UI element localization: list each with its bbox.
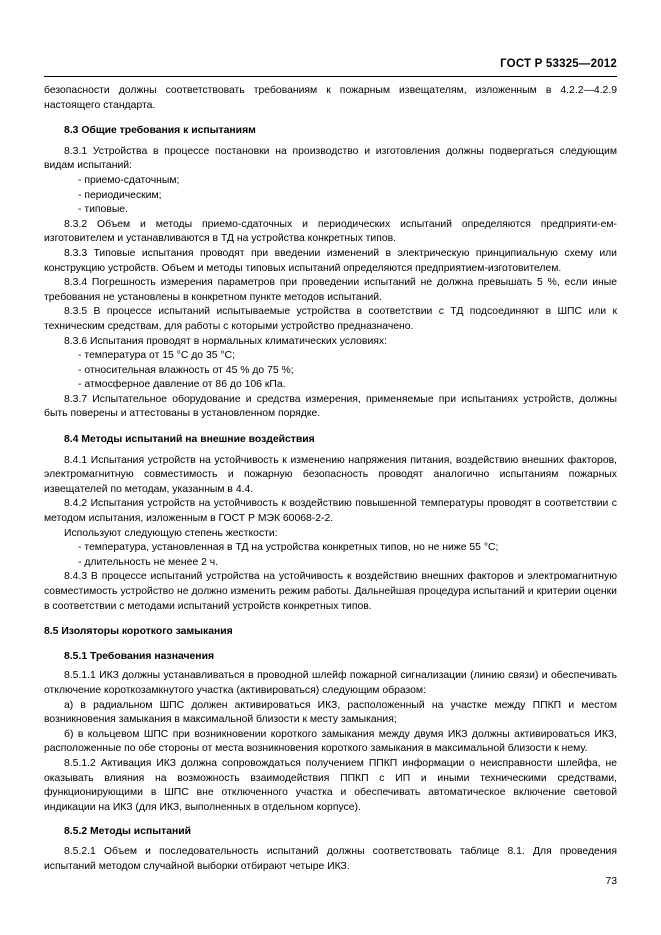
list-item: - атмосферное давление от 86 до 106 кПа. [78, 379, 286, 391]
list-item: - типовые. [78, 204, 128, 216]
paragraph: 8.4.1 Испытания устройств на устойчивость к изменению напряжения питания, воздействию внешних факторов, электромагнитную совместимость и пожарную безопасность проводят аналогично испытаниям пожарных извещателей по методам, указанным в 4.4. [44, 454, 617, 495]
paragraph: 8.5.2.1 Объем и последовательность испытаний должны соответствовать таблице 8.1. Для проведения испытаний методом случайной выборки отбирают четыре ИКЗ. [44, 845, 617, 872]
paragraph: 8.5.1.2 Активация ИКЗ должна сопровождаться получением ППКП информации о неисправности шлейфа, не оказывать влияния на возможность взаимодействия ППКП с ИП и иными техническими средствами, функционирующими в ШПС вне отключенного участка и обеспечивать автоматическое включение световой индикации на ИКЗ (для ИКЗ, выполненных в отдельном корпусе). [44, 757, 617, 813]
list-item: - температура, установленная в ТД на устройства конкретных типов, но не ниже 55 °С; [78, 542, 499, 554]
paragraph: б) в кольцевом ШПС при возникновении короткого замыкания между двумя ИКЗ должны активироваться ИКЗ, расположенные по обе стороны от места возникновения короткого замыкания в максимальной близости к нему. [44, 728, 617, 755]
section-heading: 8.3 Общие требования к испытаниям [64, 125, 256, 137]
paragraph: 8.3.3 Типовые испытания проводят при введении изменений в электрическую принципиальную схему или конструкцию устройств. Объем и методы типовых испытаний определяются предприятием-изготовителем. [44, 247, 617, 274]
paragraph: 8.5.1.1 ИКЗ должны устанавливаться в проводной шлейф пожарной сигнализации (линию связи) и обеспечивать отключение короткозамкнутого участка (активироваться) следующим образом: [44, 670, 617, 696]
list-item: - периодическим; [78, 189, 162, 201]
section-heading: 8.5 Изоляторы короткого замыкания [44, 626, 233, 638]
paragraph: 8.3.6 Испытания проводят в нормальных климатических условиях: [64, 335, 387, 347]
list-item: - приемо-сдаточным; [78, 174, 180, 186]
section-heading: 8.5.2 Методы испытаний [64, 826, 192, 838]
header-divider [44, 76, 617, 77]
paragraph: 8.4.3 В процессе испытаний устройства на устойчивость к воздействию внешних факторов и электромагнитную совместимость устройство не должно изменить режим работы. Дальнейшая процедура испытаний и критерии оценки в соответствии с методами испытаний устройств конкретных типов. [44, 571, 617, 612]
paragraph: Используют следующую степень жесткости: [64, 527, 278, 539]
list-item: - относительная влажность от 45 % до 75 %; [78, 364, 294, 376]
paragraph: 8.4.2 Испытания устройств на устойчивость к воздействию повышенной температуры проводят в соответствии с методом испытания, изложенным в ГОСТ Р МЭК 60068-2-2. [44, 498, 617, 525]
paragraph: 8.3.2 Объем и методы приемо-сдаточных и периодических испытаний определяются предприяти-ем-изготовителем и устанавливаются в ТД на устройства конкретных типов. [44, 218, 617, 245]
list-item: - температура от 15 °С до 35 °С; [78, 350, 235, 362]
section-heading: 8.4 Методы испытаний на внешние воздействия [64, 434, 315, 446]
page-header-standard-title: ГОСТ Р 53325—2012 [500, 58, 617, 70]
paragraph: 8.3.7 Испытательное оборудование и средства измерения, применяемые при испытаниях устройств, должны быть поверены и аттестованы в установленном порядке. [44, 393, 617, 420]
section-heading: 8.5.1 Требования назначения [64, 650, 215, 662]
document-body [44, 84, 617, 874]
page-number: 73 [605, 876, 617, 887]
paragraph: 8.3.4 Погрешность измерения параметров при проведении испытаний не должна превышать 5 %, если иные требования не установлены в конкретном пункте методов испытаний. [44, 277, 617, 303]
paragraph: 8.3.1 Устройства в процессе постановки на производство и изготовления должны подвергаться следующим видам испытаний: [44, 145, 617, 172]
list-item: - длительность не менее 2 ч. [78, 556, 219, 568]
paragraph: а) в радиальном ШПС должен активироваться ИКЗ, расположенный на участке между ППКП и местом возникновения замыкания в максимальной близости к месту замыкания; [44, 699, 617, 726]
paragraph: 8.3.5 В процессе испытаний испытываемые устройства в соответствии с ТД подсоединяют в ШПС или к техническим средствам, для работы с которыми устройство предназначено. [44, 306, 617, 332]
paragraph: безопасности должны соответствовать требованиям к пожарным извещателям, изложенным в 4.2.2—4.2.9 настоящего стандарта. [44, 85, 617, 111]
